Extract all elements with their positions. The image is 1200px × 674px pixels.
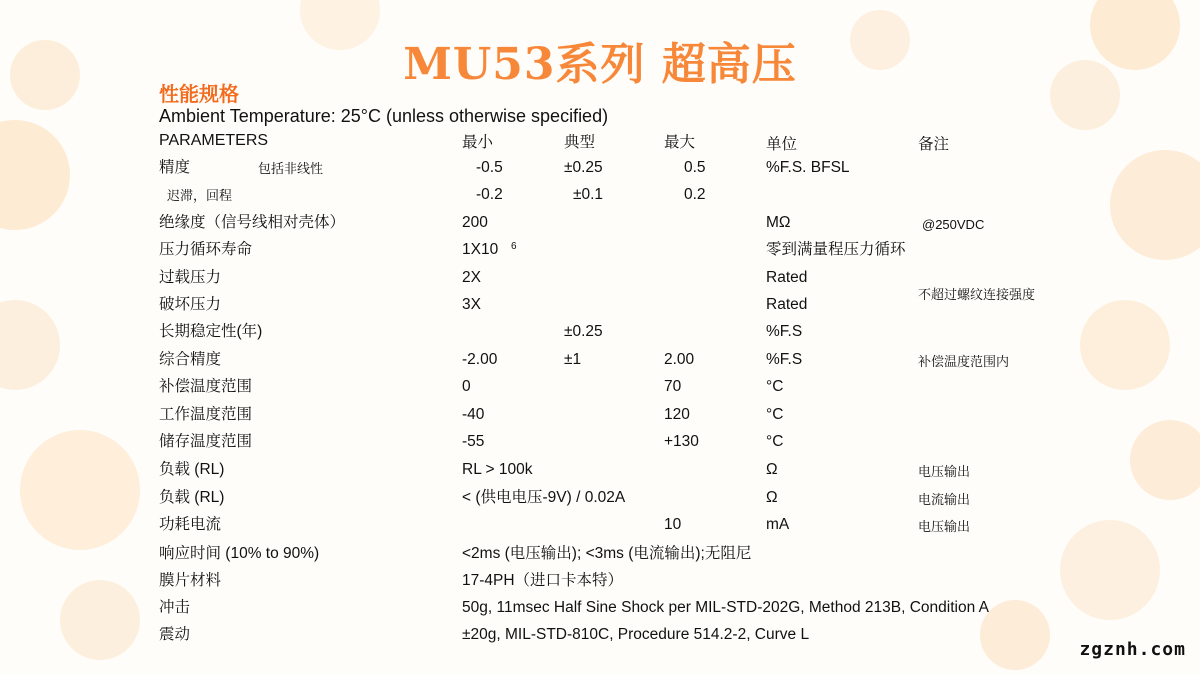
row-parameter: 过载压力	[159, 269, 222, 286]
row-unit: Rated	[766, 296, 808, 313]
row-unit: %F.S	[766, 323, 803, 340]
row-max: 10	[664, 516, 682, 533]
row-typ: ±0.1	[573, 186, 604, 203]
row-unit: Ω	[766, 489, 778, 506]
row-note: 电压输出	[918, 464, 971, 479]
row-unit: %F.S	[766, 351, 803, 368]
header-min: 最小	[462, 134, 494, 151]
row-unit: °C	[766, 406, 784, 423]
row-min: 0	[462, 378, 471, 395]
row-parameter: 工作温度范围	[159, 406, 253, 423]
row-typ: ±1	[564, 351, 582, 368]
section-heading: 性能规格	[159, 82, 239, 106]
row-max: 0.2	[684, 186, 706, 203]
row-parameter: 精度	[159, 159, 191, 176]
row-min: -0.5	[476, 159, 503, 176]
row-min: 50g, 11msec Half Sine Shock per MIL-STD-202G, Method 213B, Condition A	[462, 599, 989, 616]
row-unit: °C	[766, 378, 784, 395]
header-max: 最大	[664, 134, 696, 151]
row-parameter: 功耗电流	[159, 516, 222, 533]
row-unit: Rated	[766, 269, 808, 286]
row-note: 补偿温度范围内	[918, 354, 1010, 369]
row-max: +130	[664, 433, 699, 450]
ambient-temperature-note: Ambient Temperature: 25°C (unless otherwise specified)	[159, 106, 609, 126]
row-min: 2X	[462, 269, 481, 286]
row-unit: %F.S. BFSL	[766, 159, 850, 176]
slide-title: MU53系列 超高压	[403, 39, 797, 90]
row-max: 0.5	[684, 159, 706, 176]
row-parameter: 补偿温度范围	[159, 378, 253, 395]
row-parameter: 储存温度范围	[159, 433, 253, 450]
row-parameter: 综合精度	[159, 351, 222, 368]
row-unit: Ω	[766, 461, 778, 478]
row-parameter: 绝缘度（信号线相对壳体）	[159, 214, 346, 231]
merged-note-overload-burst: 不超过螺纹连接强度	[918, 287, 1036, 302]
row-max: 120	[664, 406, 690, 423]
row-parameter-sub: 包括非线性	[258, 161, 324, 176]
row-max: 2.00	[664, 351, 695, 368]
row-parameter: 负载 (RL)	[159, 489, 225, 506]
row-min: 200	[462, 214, 488, 231]
row-parameter: 长期稳定性(年)	[159, 323, 263, 340]
watermark: zgznh.com	[1079, 639, 1186, 660]
row-parameter: 压力循环寿命	[159, 241, 253, 258]
row-typ: ±0.25	[564, 323, 603, 340]
row-min: -0.2	[476, 186, 503, 203]
row-parameter: 负载 (RL)	[159, 461, 225, 478]
row-min: 17-4PH（进口卡本特）	[462, 572, 624, 589]
row-note: 电流输出	[918, 492, 971, 507]
row-parameter: 膜片材料	[159, 572, 222, 589]
row-min: RL > 100k	[462, 461, 533, 478]
row-note: @250VDC	[922, 217, 985, 232]
header-note: 备注	[918, 136, 950, 153]
row-min: -2.00	[462, 351, 498, 368]
row-parameter: 迟滞，回程	[167, 188, 233, 203]
row-parameter: 冲击	[159, 599, 191, 616]
row-parameter: 破坏压力	[159, 296, 222, 313]
header-typ: 典型	[564, 134, 596, 151]
row-unit: MΩ	[766, 214, 791, 231]
row-min: 3X	[462, 296, 481, 313]
row-min: -55	[462, 433, 485, 450]
row-typ: ±0.25	[564, 159, 603, 176]
row-unit: 零到满量程压力循环	[766, 241, 906, 258]
row-min: < (供电电压-9V) / 0.02A	[462, 489, 626, 506]
row-parameter: 响应时间 (10% to 90%)	[159, 545, 320, 562]
row-note: 电压输出	[918, 519, 971, 534]
row-unit: mA	[766, 516, 790, 533]
row-min: -40	[462, 406, 485, 423]
row-max: 70	[664, 378, 682, 395]
row-min: ±20g, MIL-STD-810C, Procedure 514.2-2, Curve L	[462, 626, 810, 643]
row-min: 1X10	[462, 241, 499, 258]
header-parameters: PARAMETERS	[159, 132, 269, 149]
row-min-superscript: 6	[511, 241, 517, 252]
row-unit: °C	[766, 433, 784, 450]
row-min: <2ms (电压输出); <3ms (电流输出);无阻尼	[462, 545, 752, 562]
row-parameter: 震动	[159, 626, 191, 643]
header-unit: 单位	[766, 136, 798, 153]
